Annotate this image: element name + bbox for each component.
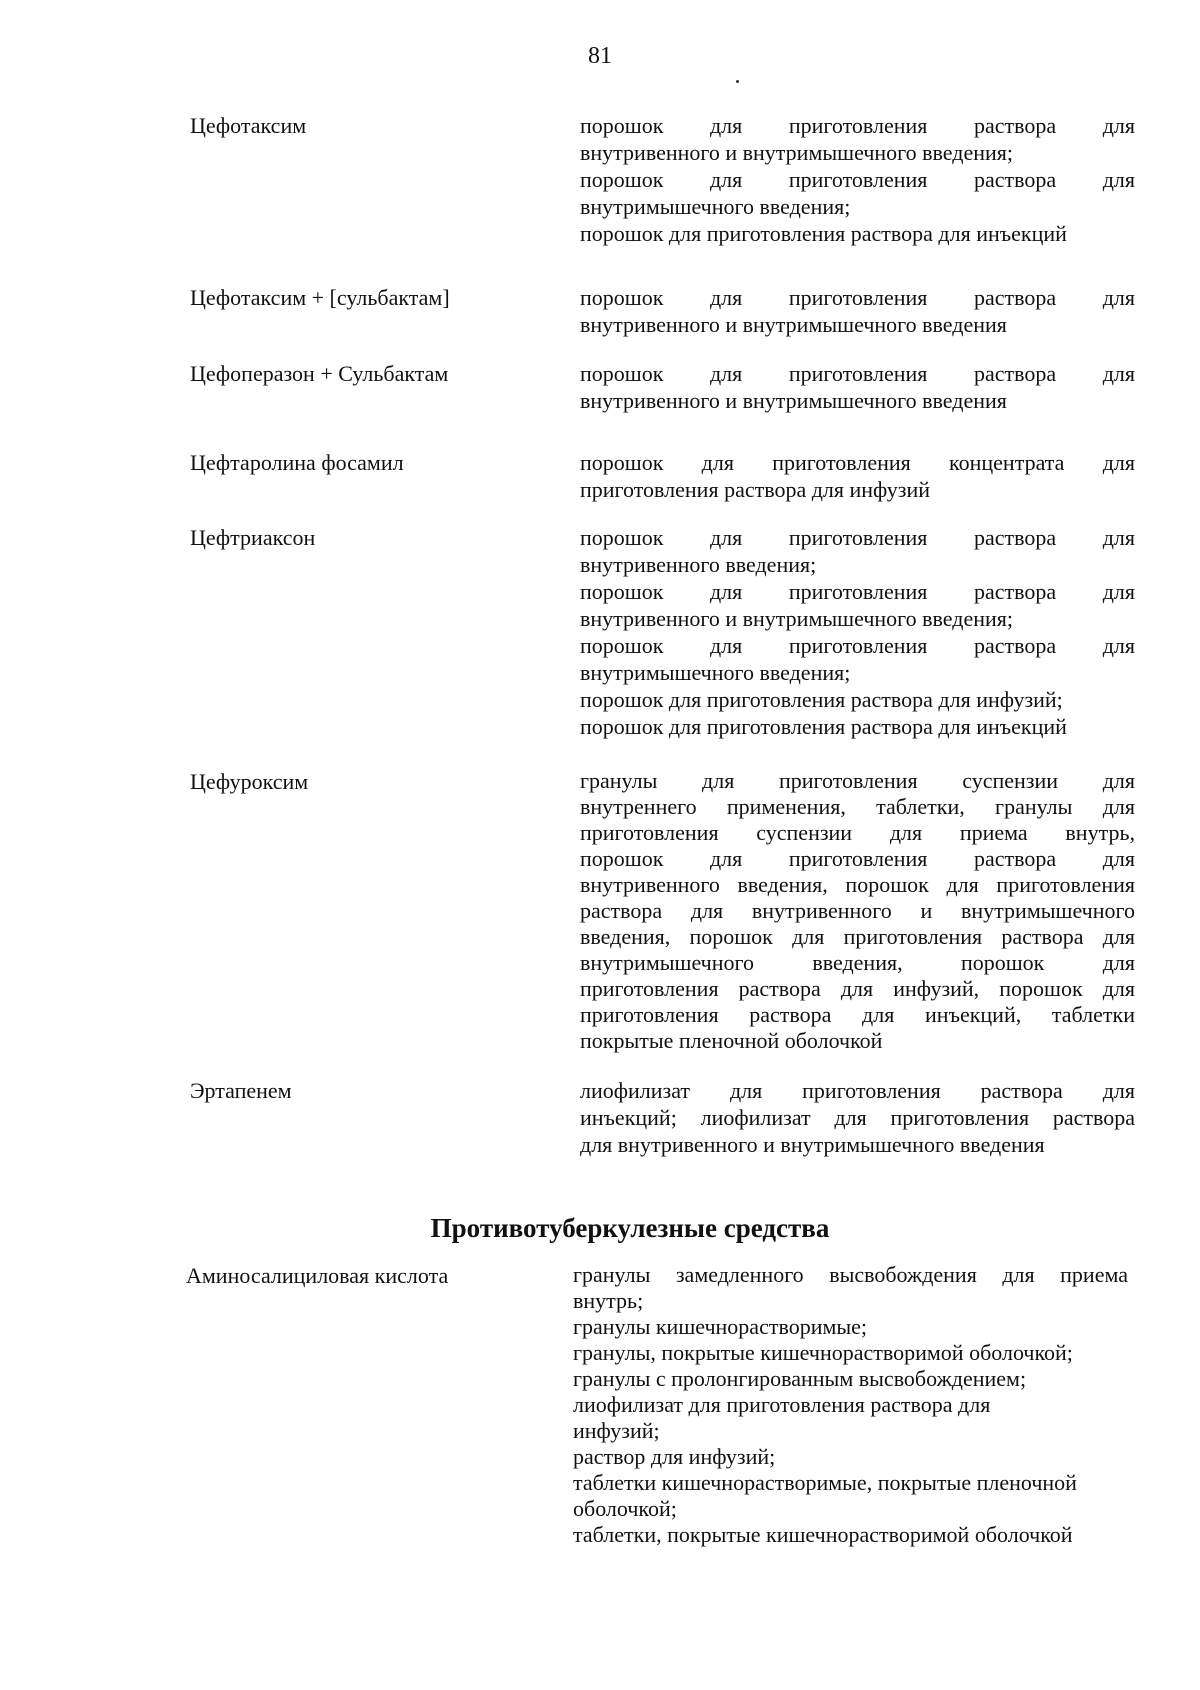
- dosage-form-line: порошок для приготовления раствора для инфузий;: [580, 687, 1063, 712]
- dosage-form-line: введения, порошок для приготовления раствора для: [580, 924, 1135, 949]
- dosage-forms: [580, 112, 1135, 247]
- dosage-form-line: лиофилизат для приготовления раствора для: [573, 1392, 991, 1417]
- dosage-forms: [580, 449, 1135, 503]
- page-number: 81: [588, 43, 612, 69]
- drug-name: Аминосалициловая кислота: [186, 1263, 449, 1288]
- dosage-form-line: гранулы замедленного высвобождения для приема: [573, 1262, 1128, 1287]
- scan-dot-mark: [736, 80, 739, 83]
- dosage-form-line: порошок для приготовления раствора для: [580, 525, 1135, 550]
- dosage-form-line: порошок для приготовления раствора для инъекций: [580, 714, 1067, 739]
- dosage-form-line: внутривенного введения, порошок для приготовления: [580, 872, 1135, 897]
- dosage-forms: [580, 360, 1135, 414]
- dosage-form-line: для внутривенного и внутримышечного введения: [580, 1132, 1045, 1157]
- dosage-form-line: порошок для приготовления раствора для: [580, 167, 1135, 192]
- dosage-form-line: приготовления суспензии для приема внутрь,: [580, 820, 1135, 845]
- dosage-form-line: внутривенного и внутримышечного введения;: [580, 606, 1013, 631]
- dosage-form-line: приготовления раствора для инъекций, таблетки: [580, 1002, 1135, 1027]
- section-heading: Противотуберкулезные средства: [430, 1213, 830, 1243]
- dosage-form-line: внутривенного и внутримышечного введения: [580, 312, 1007, 337]
- dosage-form-line: внутривенного и внутримышечного введения;: [580, 140, 1013, 165]
- dosage-form-line: внутривенного и внутримышечного введения: [580, 388, 1007, 413]
- dosage-form-line: инфузий;: [573, 1418, 660, 1443]
- dosage-form-line: приготовления раствора для инфузий: [580, 477, 930, 502]
- dosage-form-line: таблетки, покрытые кишечнорастворимой оболочкой: [573, 1522, 1073, 1547]
- drug-name: Эртапенем: [190, 1078, 292, 1103]
- dosage-forms: [580, 768, 1135, 1054]
- dosage-form-line: внутримышечного введения;: [580, 660, 851, 685]
- dosage-form-line: порошок для приготовления раствора для: [580, 846, 1135, 871]
- dosage-form-line: порошок для приготовления раствора для: [580, 285, 1135, 310]
- dosage-form-line: раствора для внутривенного и внутримышечного: [580, 898, 1135, 923]
- dosage-form-line: гранулы для приготовления суспензии для: [580, 768, 1135, 793]
- dosage-form-line: лиофилизат для приготовления раствора для: [580, 1078, 1135, 1103]
- dosage-forms: [580, 284, 1135, 338]
- drug-name: Цефуроксим: [190, 769, 309, 794]
- dosage-form-line: внутримышечного введения;: [580, 194, 851, 219]
- drug-name: Цефотаксим: [190, 113, 307, 138]
- dosage-form-line: порошок для приготовления концентрата для: [580, 450, 1135, 475]
- dosage-forms: [580, 1077, 1135, 1158]
- dosage-form-line: внутривенного введения;: [580, 552, 817, 577]
- dosage-form-line: гранулы кишечнорастворимые;: [573, 1314, 868, 1339]
- dosage-form-line: таблетки кишечнорастворимые, покрытые пленочной: [573, 1470, 1077, 1495]
- dosage-form-line: внутрь;: [573, 1288, 644, 1313]
- drug-name: Цефотаксим + [сульбактам]: [190, 285, 450, 310]
- dosage-form-line: гранулы, покрытые кишечнорастворимой оболочкой;: [573, 1340, 1073, 1365]
- dosage-form-line: порошок для приготовления раствора для инъекций: [580, 221, 1067, 246]
- dosage-form-line: порошок для приготовления раствора для: [580, 579, 1135, 604]
- dosage-form-line: внутреннего применения, таблетки, гранулы для: [580, 794, 1135, 819]
- dosage-form-line: гранулы с пролонгированным высвобождением;: [573, 1366, 1027, 1391]
- dosage-form-line: порошок для приготовления раствора для: [580, 361, 1135, 386]
- drug-name: Цефоперазон + Сульбактам: [190, 361, 449, 386]
- dosage-form-line: покрытые пленочной оболочкой: [580, 1028, 883, 1053]
- dosage-forms: [580, 524, 1135, 740]
- dosage-form-line: порошок для приготовления раствора для: [580, 113, 1135, 138]
- dosage-form-line: инъекций; лиофилизат для приготовления раствора: [580, 1105, 1135, 1130]
- drug-name: Цефтаролина фосамил: [190, 450, 404, 475]
- dosage-form-line: оболочкой;: [573, 1496, 677, 1521]
- dosage-form-line: раствор для инфузий;: [573, 1444, 776, 1469]
- dosage-form-line: приготовления раствора для инфузий, порошок для: [580, 976, 1135, 1001]
- dosage-forms: [573, 1262, 1128, 1548]
- dosage-form-line: порошок для приготовления раствора для: [580, 633, 1135, 658]
- dosage-form-line: внутримышечного введения, порошок для: [580, 950, 1135, 975]
- drug-name: Цефтриаксон: [190, 525, 316, 550]
